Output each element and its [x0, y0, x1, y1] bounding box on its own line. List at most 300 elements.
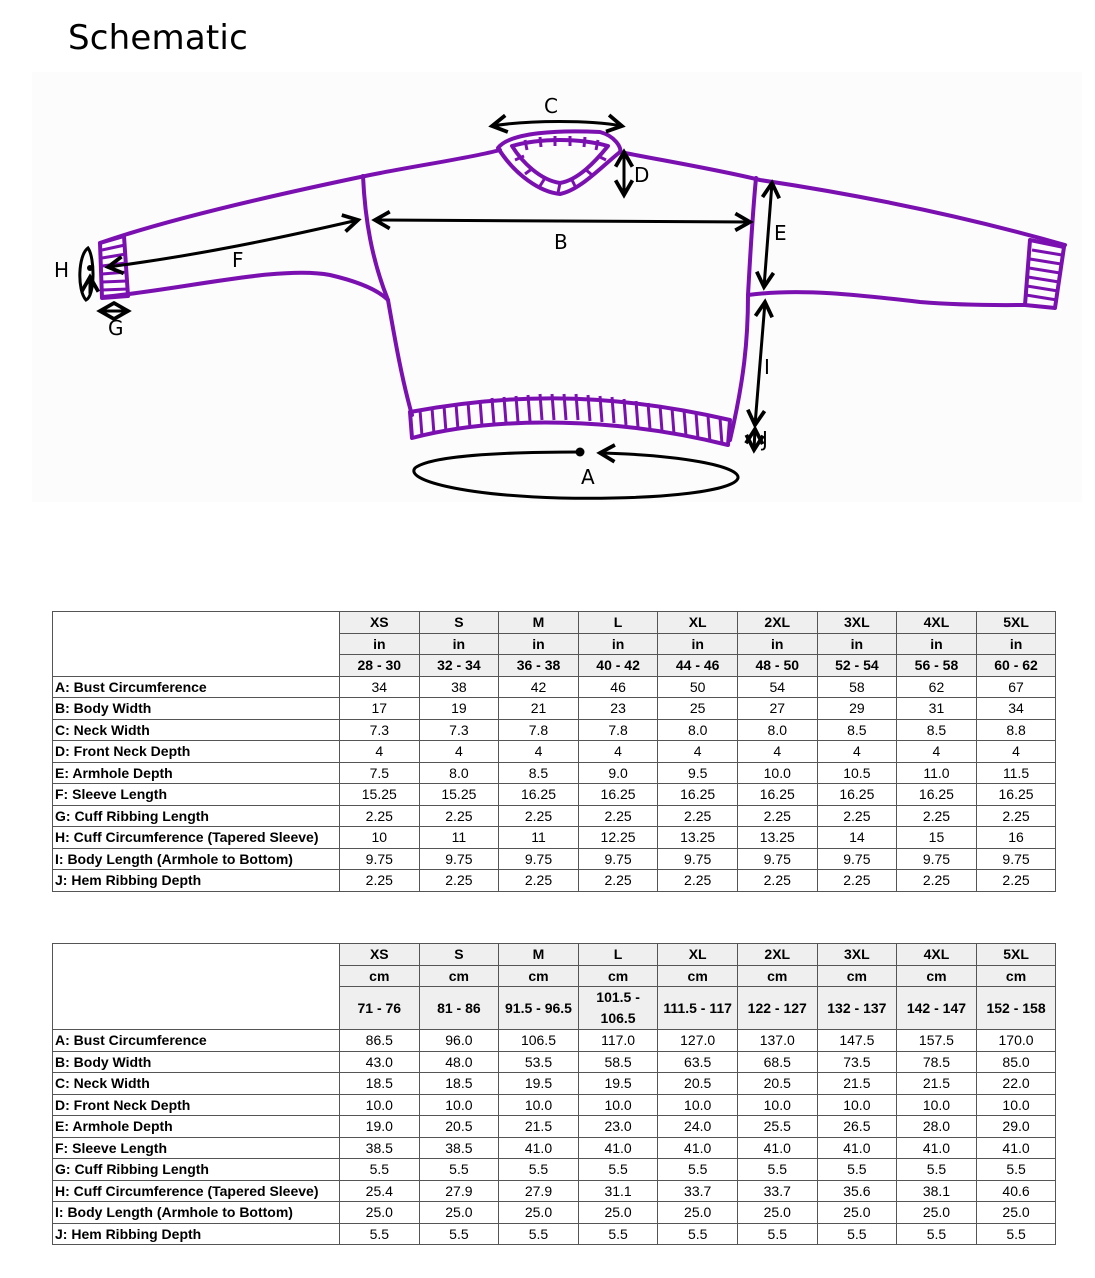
measurement-value: 5.5: [658, 1159, 738, 1181]
bust-range-cell: 71 - 76: [340, 987, 420, 1030]
measurement-value: 27: [737, 698, 817, 720]
measurement-value: 16.25: [658, 784, 738, 806]
size-xl: XL: [658, 944, 738, 966]
measurement-value: 58.5: [578, 1051, 658, 1073]
measurement-value: 17: [340, 698, 420, 720]
measurement-value: 7.8: [578, 719, 658, 741]
measurement-value: 170.0: [976, 1030, 1056, 1052]
measurement-value: 20.5: [658, 1073, 738, 1095]
size-header-row: [53, 612, 1056, 634]
measurement-value: 29: [817, 698, 897, 720]
bust-range-cell: 52 - 54: [817, 655, 897, 677]
measurement-value: 25.0: [817, 1202, 897, 1224]
measurement-label: E: Armhole Depth: [53, 762, 340, 784]
measurement-value: 25.4: [340, 1180, 420, 1202]
size-5xl: 5XL: [976, 612, 1056, 634]
measurement-value: 85.0: [976, 1051, 1056, 1073]
unit-cell: in: [419, 633, 499, 655]
label-a: A: [581, 465, 595, 489]
bust-range-cell: 101.5 - 106.5: [578, 987, 658, 1030]
measurement-value: 25.0: [578, 1202, 658, 1224]
measurement-value: 25.0: [419, 1202, 499, 1224]
measurement-value: 7.8: [499, 719, 579, 741]
measurement-value: 21: [499, 698, 579, 720]
bust-range-cell: 91.5 - 96.5: [499, 987, 579, 1030]
measurement-value: 19.5: [499, 1073, 579, 1095]
measurement-value: 5.5: [578, 1223, 658, 1245]
measurement-value: 34: [976, 698, 1056, 720]
measurement-value: 2.25: [897, 870, 977, 892]
measurement-value: 2.25: [817, 805, 897, 827]
measurement-label: D: Front Neck Depth: [53, 1094, 340, 1116]
page-title: Schematic: [68, 18, 248, 58]
arrow-e-armhole-depth: [764, 183, 772, 287]
measurement-value: 41.0: [817, 1137, 897, 1159]
measurement-label: I: Body Length (Armhole to Bottom): [53, 848, 340, 870]
measurement-value: 2.25: [737, 870, 817, 892]
cm-size-table: [52, 943, 1056, 1245]
measurement-value: 2.25: [737, 805, 817, 827]
measurement-value: 7.3: [419, 719, 499, 741]
table-row: [53, 1116, 1056, 1138]
label-b: B: [554, 230, 568, 254]
table-row: [53, 741, 1056, 763]
measurement-value: 2.25: [419, 870, 499, 892]
measurement-value: 86.5: [340, 1030, 420, 1052]
size-xs: XS: [340, 612, 420, 634]
measurement-value: 25.0: [737, 1202, 817, 1224]
measurement-value: 5.5: [419, 1223, 499, 1245]
table-row: [53, 676, 1056, 698]
measurement-value: 16.25: [578, 784, 658, 806]
measurement-value: 9.75: [419, 848, 499, 870]
measurement-arrows: [80, 122, 772, 499]
unit-cell: in: [578, 633, 658, 655]
label-c: C: [544, 94, 558, 118]
measurement-value: 46: [578, 676, 658, 698]
table-row: [53, 1051, 1056, 1073]
table-row: [53, 698, 1056, 720]
measurement-label: B: Body Width: [53, 1051, 340, 1073]
measurement-label: C: Neck Width: [53, 1073, 340, 1095]
measurement-value: 5.5: [737, 1159, 817, 1181]
measurement-value: 11: [499, 827, 579, 849]
size-s: S: [419, 944, 499, 966]
measurement-value: 25.0: [658, 1202, 738, 1224]
size-l: L: [578, 944, 658, 966]
size-4xl: 4XL: [897, 612, 977, 634]
unit-cell: in: [499, 633, 579, 655]
measurement-value: 8.0: [658, 719, 738, 741]
table-row: [53, 1094, 1056, 1116]
measurement-value: 16.25: [976, 784, 1056, 806]
size-3xl: 3XL: [817, 612, 897, 634]
arrow-c-neck-width: [492, 122, 622, 127]
measurement-value: 15.25: [419, 784, 499, 806]
measurement-value: 41.0: [499, 1137, 579, 1159]
size-2xl: 2XL: [737, 944, 817, 966]
measurement-value: 23.0: [578, 1116, 658, 1138]
measurement-value: 2.25: [419, 805, 499, 827]
measurement-value: 25: [658, 698, 738, 720]
bust-range-cell: 132 - 137: [817, 987, 897, 1030]
measurement-value: 5.5: [817, 1223, 897, 1245]
measurement-value: 10.0: [976, 1094, 1056, 1116]
unit-cell: in: [817, 633, 897, 655]
unit-cell: in: [976, 633, 1056, 655]
measurement-value: 13.25: [737, 827, 817, 849]
measurement-value: 21.5: [897, 1073, 977, 1095]
table-row: [53, 1073, 1056, 1095]
measurement-value: 4: [897, 741, 977, 763]
measurement-label: A: Bust Circumference: [53, 676, 340, 698]
loop-a-bust-circumference: [414, 452, 738, 498]
measurement-value: 5.5: [340, 1223, 420, 1245]
size-5xl: 5XL: [976, 944, 1056, 966]
measurement-value: 19.0: [340, 1116, 420, 1138]
measurement-value: 2.25: [658, 870, 738, 892]
measurement-value: 9.75: [499, 848, 579, 870]
bust-range-cell: 28 - 30: [340, 655, 420, 677]
measurement-value: 41.0: [897, 1137, 977, 1159]
measurement-value: 18.5: [340, 1073, 420, 1095]
measurement-value: 33.7: [737, 1180, 817, 1202]
measurement-value: 10.0: [419, 1094, 499, 1116]
bust-range-cell: 122 - 127: [737, 987, 817, 1030]
unit-cell: in: [897, 633, 977, 655]
measurement-value: 13.25: [658, 827, 738, 849]
bust-range-cell: 60 - 62: [976, 655, 1056, 677]
bust-range-cell: 44 - 46: [658, 655, 738, 677]
measurement-value: 68.5: [737, 1051, 817, 1073]
garment-outline: [100, 131, 1065, 445]
label-f: F: [232, 248, 244, 272]
measurement-value: 10: [340, 827, 420, 849]
measurement-value: 50: [658, 676, 738, 698]
measurement-label: C: Neck Width: [53, 719, 340, 741]
measurement-value: 38.1: [897, 1180, 977, 1202]
table-row: [53, 784, 1056, 806]
measurement-value: 24.0: [658, 1116, 738, 1138]
measurement-value: 31: [897, 698, 977, 720]
measurement-value: 2.25: [976, 870, 1056, 892]
measurement-label: E: Armhole Depth: [53, 1116, 340, 1138]
inches-size-table: [52, 611, 1056, 892]
measurement-value: 48.0: [419, 1051, 499, 1073]
measurement-value: 20.5: [419, 1116, 499, 1138]
measurement-value: 16.25: [499, 784, 579, 806]
measurement-value: 9.75: [658, 848, 738, 870]
measurement-value: 10.5: [817, 762, 897, 784]
measurement-value: 137.0: [737, 1030, 817, 1052]
measurement-value: 5.5: [419, 1159, 499, 1181]
table-row: [53, 1030, 1056, 1052]
bust-range-cell: 81 - 86: [419, 987, 499, 1030]
measurement-value: 127.0: [658, 1030, 738, 1052]
measurement-value: 43.0: [340, 1051, 420, 1073]
arrow-j-hem-ribbing: [754, 429, 755, 450]
table-row: [53, 762, 1056, 784]
size-2xl: 2XL: [737, 612, 817, 634]
measurement-label: J: Hem Ribbing Depth: [53, 870, 340, 892]
measurement-value: 54: [737, 676, 817, 698]
measurement-label: F: Sleeve Length: [53, 784, 340, 806]
size-xl: XL: [658, 612, 738, 634]
measurement-value: 14: [817, 827, 897, 849]
measurement-label: H: Cuff Circumference (Tapered Sleeve): [53, 1180, 340, 1202]
measurement-value: 18.5: [419, 1073, 499, 1095]
size-m: M: [499, 944, 579, 966]
measurement-value: 42: [499, 676, 579, 698]
measurement-value: 10.0: [578, 1094, 658, 1116]
measurement-value: 10.0: [897, 1094, 977, 1116]
measurement-value: 16: [976, 827, 1056, 849]
measurement-label: B: Body Width: [53, 698, 340, 720]
measurement-value: 5.5: [817, 1159, 897, 1181]
measurement-value: 5.5: [499, 1223, 579, 1245]
measurement-value: 10.0: [817, 1094, 897, 1116]
measurement-value: 5.5: [499, 1159, 579, 1181]
unit-cell: cm: [419, 965, 499, 987]
measurement-value: 53.5: [499, 1051, 579, 1073]
header-blank-cell: [53, 944, 340, 1030]
label-j: J: [762, 427, 768, 451]
measurement-value: 33.7: [658, 1180, 738, 1202]
measurement-value: 2.25: [340, 805, 420, 827]
unit-cell: in: [658, 633, 738, 655]
bust-range-cell: 56 - 58: [897, 655, 977, 677]
bust-range-cell: 40 - 42: [578, 655, 658, 677]
measurement-value: 2.25: [499, 805, 579, 827]
measurement-value: 8.5: [817, 719, 897, 741]
measurement-value: 10.0: [499, 1094, 579, 1116]
measurement-value: 11.5: [976, 762, 1056, 784]
measurement-value: 21.5: [817, 1073, 897, 1095]
measurement-value: 78.5: [897, 1051, 977, 1073]
measurement-value: 5.5: [897, 1223, 977, 1245]
table-row: [53, 1223, 1056, 1245]
measurement-value: 106.5: [499, 1030, 579, 1052]
measurement-value: 5.5: [976, 1223, 1056, 1245]
cm-table-body: [53, 1030, 1056, 1245]
unit-cell: in: [737, 633, 817, 655]
table-row: [53, 719, 1056, 741]
measurement-value: 4: [817, 741, 897, 763]
unit-cell: in: [340, 633, 420, 655]
measurement-value: 27.9: [419, 1180, 499, 1202]
measurement-value: 5.5: [340, 1159, 420, 1181]
measurement-value: 4: [658, 741, 738, 763]
table-row: [53, 1180, 1056, 1202]
measurement-value: 8.0: [737, 719, 817, 741]
table-row: [53, 848, 1056, 870]
size-3xl: 3XL: [817, 944, 897, 966]
measurement-value: 29.0: [976, 1116, 1056, 1138]
measurement-value: 25.0: [499, 1202, 579, 1224]
size-xs: XS: [340, 944, 420, 966]
measurement-value: 8.5: [897, 719, 977, 741]
unit-cell: cm: [340, 965, 420, 987]
measurement-label: H: Cuff Circumference (Tapered Sleeve): [53, 827, 340, 849]
bust-range-cell: 48 - 50: [737, 655, 817, 677]
measurement-value: 10.0: [737, 1094, 817, 1116]
measurement-value: 9.75: [340, 848, 420, 870]
unit-cell: cm: [499, 965, 579, 987]
measurement-value: 8.8: [976, 719, 1056, 741]
table-row: [53, 805, 1056, 827]
measurement-label: F: Sleeve Length: [53, 1137, 340, 1159]
table-row: [53, 870, 1056, 892]
measurement-value: 9.75: [897, 848, 977, 870]
unit-cell: cm: [578, 965, 658, 987]
measurement-value: 2.25: [817, 870, 897, 892]
measurement-value: 5.5: [897, 1159, 977, 1181]
measurement-value: 9.75: [976, 848, 1056, 870]
measurement-value: 4: [976, 741, 1056, 763]
measurement-value: 117.0: [578, 1030, 658, 1052]
measurement-value: 10.0: [658, 1094, 738, 1116]
measurement-value: 25.0: [340, 1202, 420, 1224]
unit-cell: cm: [976, 965, 1056, 987]
bust-range-cell: 36 - 38: [499, 655, 579, 677]
measurement-label: A: Bust Circumference: [53, 1030, 340, 1052]
measurement-value: 9.75: [737, 848, 817, 870]
size-4xl: 4XL: [897, 944, 977, 966]
measurement-value: 67: [976, 676, 1056, 698]
measurement-value: 12.25: [578, 827, 658, 849]
label-h: H: [54, 258, 70, 282]
measurement-value: 15.25: [340, 784, 420, 806]
measurement-value: 19: [419, 698, 499, 720]
measurement-value: 38.5: [419, 1137, 499, 1159]
measurement-value: 38.5: [340, 1137, 420, 1159]
measurement-value: 147.5: [817, 1030, 897, 1052]
measurement-value: 10.0: [340, 1094, 420, 1116]
arrow-b-body-width: [375, 220, 750, 222]
measurement-value: 4: [737, 741, 817, 763]
measurement-value: 9.0: [578, 762, 658, 784]
inches-table-body: [53, 676, 1056, 891]
bust-range-cell: 142 - 147: [897, 987, 977, 1030]
measurement-value: 25.0: [897, 1202, 977, 1224]
measurement-label: J: Hem Ribbing Depth: [53, 1223, 340, 1245]
measurement-value: 8.0: [419, 762, 499, 784]
label-d: D: [634, 163, 650, 187]
unit-cell: cm: [737, 965, 817, 987]
table-row: [53, 1137, 1056, 1159]
label-i: I: [764, 355, 770, 379]
measurement-value: 20.5: [737, 1073, 817, 1095]
measurement-value: 7.5: [340, 762, 420, 784]
measurement-value: 9.5: [658, 762, 738, 784]
bust-range-cell: 152 - 158: [976, 987, 1056, 1030]
measurement-value: 22.0: [976, 1073, 1056, 1095]
measurement-value: 41.0: [658, 1137, 738, 1159]
unit-cell: cm: [897, 965, 977, 987]
measurement-value: 8.5: [499, 762, 579, 784]
measurement-label: I: Body Length (Armhole to Bottom): [53, 1202, 340, 1224]
measurement-value: 21.5: [499, 1116, 579, 1138]
measurement-value: 5.5: [737, 1223, 817, 1245]
measurement-value: 7.3: [340, 719, 420, 741]
table-row: [53, 1202, 1056, 1224]
measurement-value: 4: [578, 741, 658, 763]
measurement-value: 58: [817, 676, 897, 698]
measurement-value: 63.5: [658, 1051, 738, 1073]
measurement-value: 41.0: [976, 1137, 1056, 1159]
measurement-value: 4: [340, 741, 420, 763]
size-l: L: [578, 612, 658, 634]
measurement-value: 73.5: [817, 1051, 897, 1073]
measurement-value: 2.25: [340, 870, 420, 892]
measurement-value: 11: [419, 827, 499, 849]
measurement-value: 9.75: [817, 848, 897, 870]
label-e: E: [774, 221, 787, 245]
measurement-value: 41.0: [578, 1137, 658, 1159]
size-m: M: [499, 612, 579, 634]
measurement-label: G: Cuff Ribbing Length: [53, 1159, 340, 1181]
measurement-value: 2.25: [897, 805, 977, 827]
measurement-label: D: Front Neck Depth: [53, 741, 340, 763]
measurement-value: 2.25: [976, 805, 1056, 827]
measurement-label: G: Cuff Ribbing Length: [53, 805, 340, 827]
measurement-value: 157.5: [897, 1030, 977, 1052]
unit-cell: cm: [817, 965, 897, 987]
measurement-value: 5.5: [658, 1223, 738, 1245]
sweater-schematic-diagram: [0, 0, 1095, 560]
measurement-value: 41.0: [737, 1137, 817, 1159]
measurement-value: 16.25: [737, 784, 817, 806]
measurement-value: 4: [499, 741, 579, 763]
measurement-value: 27.9: [499, 1180, 579, 1202]
measurement-value: 35.6: [817, 1180, 897, 1202]
measurement-value: 9.75: [578, 848, 658, 870]
measurement-value: 10.0: [737, 762, 817, 784]
measurement-value: 15: [897, 827, 977, 849]
measurement-value: 25.0: [976, 1202, 1056, 1224]
measurement-value: 2.25: [578, 870, 658, 892]
bust-range-cell: 111.5 - 117: [658, 987, 738, 1030]
size-header-row: [53, 944, 1056, 966]
measurement-value: 40.6: [976, 1180, 1056, 1202]
measurement-value: 23: [578, 698, 658, 720]
header-blank-cell: [53, 612, 340, 677]
measurement-value: 96.0: [419, 1030, 499, 1052]
measurement-value: 5.5: [578, 1159, 658, 1181]
measurement-value: 4: [419, 741, 499, 763]
measurement-value: 25.5: [737, 1116, 817, 1138]
measurement-value: 34: [340, 676, 420, 698]
measurement-value: 2.25: [499, 870, 579, 892]
table-row: [53, 827, 1056, 849]
measurement-value: 2.25: [578, 805, 658, 827]
measurement-value: 28.0: [897, 1116, 977, 1138]
measurement-value: 31.1: [578, 1180, 658, 1202]
unit-cell: cm: [658, 965, 738, 987]
measurement-value: 38: [419, 676, 499, 698]
bust-range-cell: 32 - 34: [419, 655, 499, 677]
table-row: [53, 1159, 1056, 1181]
measurement-value: 26.5: [817, 1116, 897, 1138]
measurement-value: 16.25: [817, 784, 897, 806]
measurement-value: 62: [897, 676, 977, 698]
label-g: G: [108, 316, 124, 340]
measurement-value: 16.25: [897, 784, 977, 806]
measurement-value: 5.5: [976, 1159, 1056, 1181]
measurement-value: 19.5: [578, 1073, 658, 1095]
measurement-value: 11.0: [897, 762, 977, 784]
measurement-value: 2.25: [658, 805, 738, 827]
